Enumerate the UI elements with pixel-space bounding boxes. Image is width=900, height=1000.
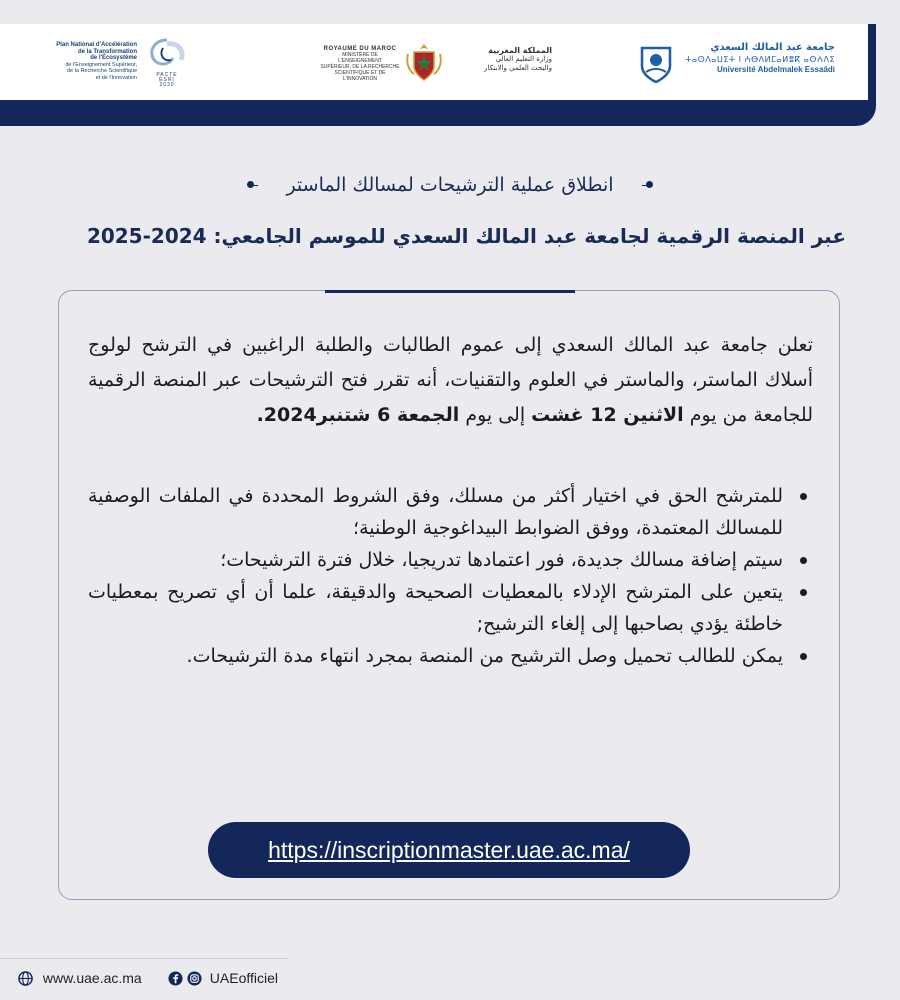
pnaet-text	[55, 42, 137, 81]
ministry-ar-line1: المملكة المغربية	[488, 46, 552, 55]
facebook-icon	[168, 971, 183, 986]
footer-website[interactable]	[18, 970, 142, 986]
university-name-fr: Université Abdelmalek Essaâdi	[717, 65, 835, 74]
end-date: الجمعة 6 شتنبر2024.	[256, 404, 460, 426]
bullet-icon	[800, 589, 807, 596]
website-text: www.uae.ac.ma	[42, 970, 142, 986]
intro-connector: إلى يوم	[465, 404, 526, 426]
globe-icon	[18, 971, 33, 986]
card-top-accent	[325, 290, 575, 293]
university-logo	[636, 38, 836, 88]
start-date: الاثنين 12 غشت	[531, 404, 684, 426]
ministry-fr-line3: SUPÉRIEUR, DE LA RECHERCHE	[320, 64, 400, 70]
list-item	[88, 576, 783, 640]
pnaet-line1: Plan National d'Accélération	[56, 42, 137, 48]
university-name	[680, 42, 835, 75]
bullet-icon	[800, 557, 807, 564]
list-item	[88, 480, 783, 544]
pnaet-line4: de l'Enseignement Supérieur,	[65, 61, 137, 68]
ministry-fr-line4: SCIENTIFIQUE ET DE L'INNOVATION	[334, 70, 386, 82]
ministry-ar-line3: والبحث العلمي والابتكار	[484, 64, 552, 72]
list-item-text: سيتم إضافة مسالك جديدة، فور اعتمادها تدريجيا، خلال فترة الترشيحات؛	[220, 549, 783, 571]
social-handle-text: UAEofficiel	[209, 970, 278, 986]
ministry-fr-text	[320, 46, 400, 82]
pacte-swirl-icon	[143, 38, 191, 72]
esri-label: ESRI	[159, 77, 175, 83]
header-banner	[0, 24, 876, 126]
top-margin	[0, 0, 900, 24]
ministry-fr-line1: ROYAUME DU MAROC	[323, 46, 397, 52]
list-item-text: يتعين على المترشح الإدلاء بالمعطيات الصحيحة والدقيقة، علما أن أي تصريح بمعطيات خاطئة يؤدي بصاحبها إلى إلغاء الترشيح;	[88, 581, 783, 635]
ministry-fr-line2: MINISTÈRE DE L'ENSEIGNEMENT	[338, 52, 382, 64]
instagram-icon	[187, 971, 202, 986]
pacte-label: PACTE	[156, 72, 178, 78]
title-rule-dot-left	[247, 181, 254, 188]
page-title: انطلاق عملية الترشيحات لمسالك الماستر	[258, 172, 642, 198]
footer-divider	[0, 958, 288, 959]
ministry-logo	[320, 38, 552, 88]
university-emblem-icon	[636, 42, 676, 84]
university-name-tifinagh: ⵜⴰⵙⴷⴰⵡⵉⵜ ⵏ ⵄⴱⴷⵍⵎⴰⵍⴻⴽ ⴰⵙⵄⴷⵉ	[685, 55, 835, 64]
conditions-list	[88, 480, 813, 672]
title-rule-dot-right	[646, 181, 653, 188]
moroccan-crest-icon	[402, 40, 446, 84]
pacte-emblem	[143, 38, 191, 88]
pacte-year: 2030	[159, 82, 175, 88]
pacte-esri-logo	[55, 38, 190, 88]
page-subtitle: عبر المنصة الرقمية لجامعة عبد المالك السعدي للموسم الجامعي: 2024-2025	[86, 224, 846, 248]
pnaet-line6: et de l'Innovation	[95, 74, 137, 81]
bullet-icon	[800, 653, 807, 660]
university-name-ar: جامعة عبد المالك السعدي	[710, 42, 835, 53]
pnaet-line5: de la Recherche Scientifique	[66, 68, 137, 74]
bullet-icon	[800, 493, 807, 500]
list-item-text: يمكن للطالب تحميل وصل الترشيح من المنصة بمجرد انتهاء مدة الترشيحات.	[186, 645, 783, 667]
pnaet-line3: de l'Écosystème	[90, 55, 137, 61]
list-item	[88, 544, 783, 576]
pnaet-line2: de la Transformation	[77, 48, 137, 55]
intro-text: تعلن جامعة عبد المالك السعدي إلى عموم الطالبات والطلبة الراغبين في الترشح لولوج أسلاك الماستر، والماستر في العلوم والتقنيات، أنه تقرر فتح الترشيحات عبر المنصة الرقمية للجامعة من يوم	[88, 334, 813, 426]
ministry-ar-line2: وزارة التعليم العالي	[495, 55, 552, 63]
list-item	[88, 640, 783, 672]
ministry-ar-text	[448, 46, 552, 73]
footer-social[interactable]	[168, 970, 278, 986]
intro-paragraph	[88, 328, 813, 433]
inscription-link-button[interactable]: https://inscriptionmaster.uae.ac.ma/	[208, 822, 690, 878]
title-row	[0, 172, 900, 198]
list-item-text: للمترشح الحق في اختيار أكثر من مسلك، وفق الشروط المحددة في الملفات الوصفية للمسالك المعتمدة، ووفق الضوابط البيداغوجية الوطنية؛	[88, 485, 783, 539]
